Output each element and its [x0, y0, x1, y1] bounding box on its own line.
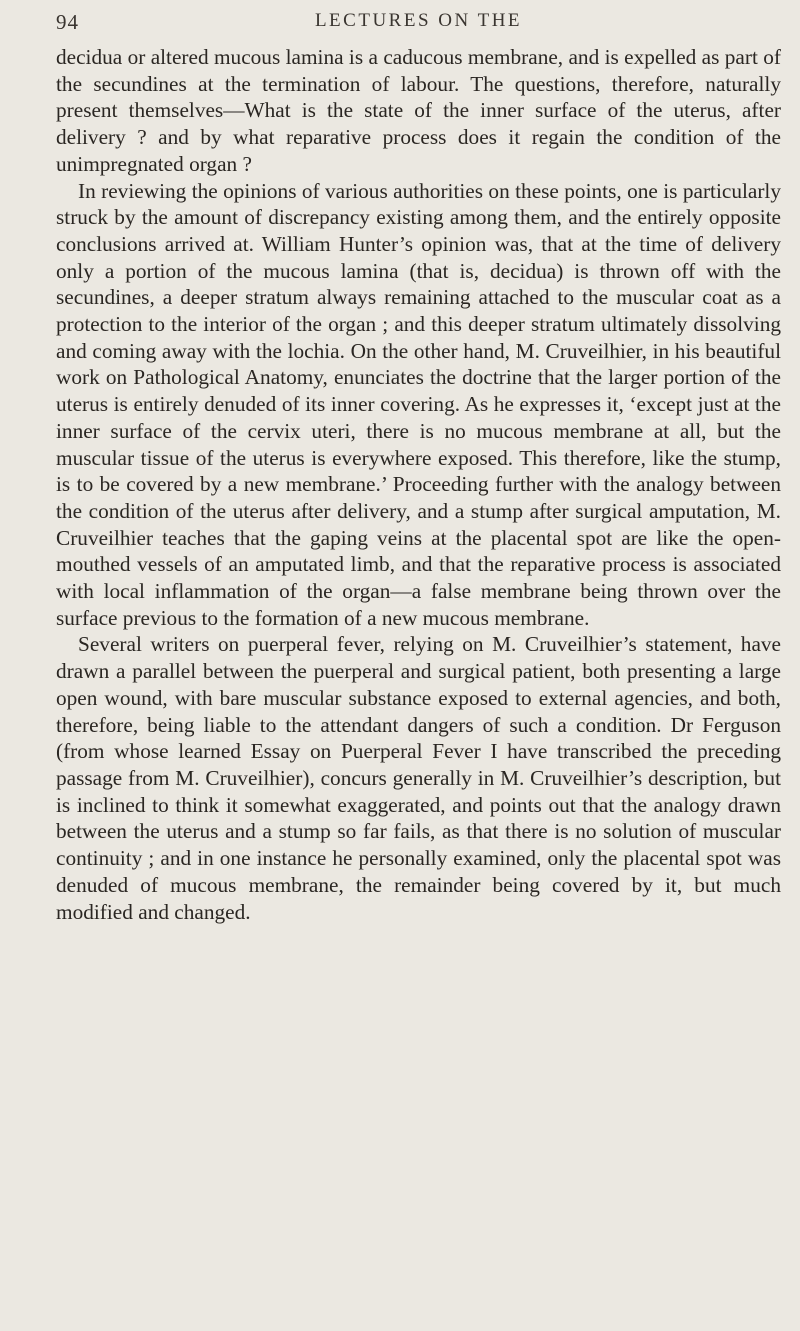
page-number: 94	[56, 10, 79, 34]
running-header	[56, 10, 781, 36]
body-text	[56, 44, 781, 925]
paragraph-puerperal-fever: Several writers on puerperal fever, relying on M. Cruveilhier’s statement, have drawn a parallel between the puerperal and surgical patient, both presenting a large open wound, with bare muscular substance exposed to external agencies, and both, therefore, being liable to the attendant dangers of such a condition. Dr Ferguson (from whose learned Essay on Puerperal Fever I have transcribed the preceding passage from M. Cruveilhier), concurs generally in M. Cruveilhier’s description, but is inclined to think it somewhat exaggerated, and points out that the analogy drawn between the uterus and a stump so far fails, as that there is no solution of muscular continuity ; and in one instance he personally examined, only the placental spot was denuded of mucous membrane, the remainder being covered by it, but much modified and changed.	[56, 632, 781, 924]
paragraph-continuation: decidua or altered mucous lamina is a caducous membrane, and is expelled as part of the secundines at the termination of labour. The questions, therefore, naturally present themselves—What is the state of the inner surface of the uterus, after delivery ? and by what reparative process does it regain the condition of the unimpregnated organ ?	[56, 45, 781, 176]
running-title: LECTURES ON THE	[314, 10, 523, 31]
paragraph-authorities: In reviewing the opinions of various authorities on these points, one is particularly struck by the amount of discrepancy existing among them, and the entirely opposite conclusions arrived at. William Hunter’s opinion was, that at the time of delivery only a portion of the mucous lamina (that is, decidua) is thrown off with the secundines, a deeper stratum always remaining attached to the muscular coat as a protection to the interior of the organ ; and this deeper stratum ultimately dissolving and coming away with the lochia. On the other hand, M. Cruveilhier, in his beautiful work on Pathological Anatomy, enunciates the doctrine that the larger portion of the uterus is entirely denuded of its inner covering. As he expresses it, ‘except just at the inner surface of the cervix uteri, there is no mucous membrane at all, but the muscular tissue of the uterus is everywhere exposed. This therefore, like the stump, is to be covered by a new membrane.’ Proceeding further with the analogy between the condition of the uterus after delivery, and a stump after surgical amputation, M. Cruveilhier teaches that the gaping veins at the placental spot are like the open-mouthed vessels of an amputated limb, and that the reparative process is associated with local inflammation of the organ—a false membrane being thrown over the surface previous to the formation of a new mucous membrane.	[56, 178, 781, 630]
